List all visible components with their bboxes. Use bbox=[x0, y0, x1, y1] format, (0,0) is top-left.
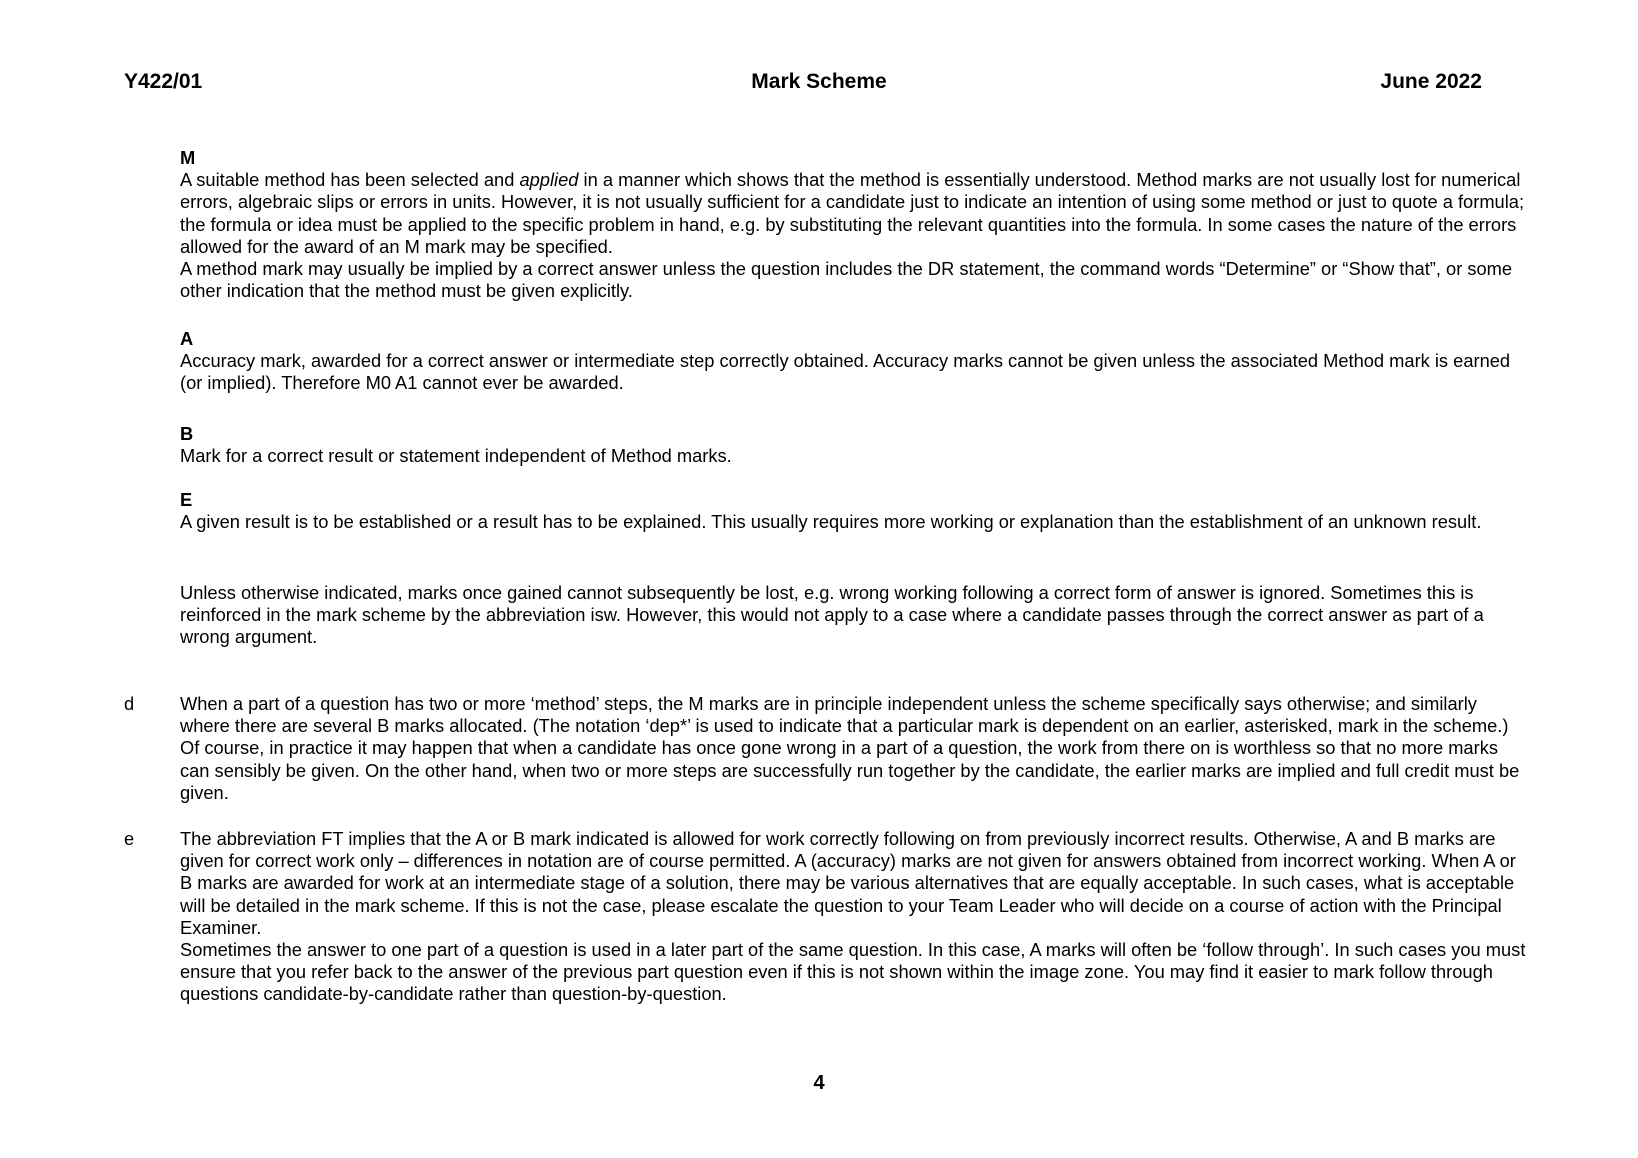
mark-type-m-text-b: in a manner which shows that the method is essentially understood. Method marks are not usually lost for numerical errors, algebraic slips or errors in units. However, it is not usually sufficient for a candidate just to indicate an intention of using some method or just to quote a formula; the formula or idea must be applied to the specific problem in hand, e.g. by substituting the relevant quantities into the formula. In some cases the nature of the errors allowed for the award of an M mark may be specified. bbox=[180, 169, 1525, 257]
mark-type-b-term: B bbox=[180, 423, 194, 444]
mark-type-b bbox=[180, 423, 1530, 467]
item-e-text-1: The abbreviation FT implies that the A or B mark indicated is allowed for work correctly following on from previously incorrect results. Otherwise, A and B marks are given for correct work only – differences in notation are of course permitted. A (accuracy) marks are not given for answers obtained from incorrect working. When A or B marks are awarded for work at an intermediate stage of a solution, there may be various alternatives that are equally acceptable. In such cases, what is acceptable will be detailed in the mark scheme. If this is not the case, please escalate the question to your Team Leader who will decide on a course of action with the Principal Examiner. bbox=[180, 828, 1516, 938]
item-d-letter: d bbox=[124, 693, 135, 714]
mark-type-e-term: E bbox=[180, 489, 193, 510]
mark-type-m-italic: applied bbox=[519, 169, 579, 191]
document-code: Y422/01 bbox=[124, 70, 203, 93]
mark-type-m-term: M bbox=[180, 147, 196, 168]
mark-type-e bbox=[180, 489, 1530, 533]
page-number: 4 bbox=[813, 1072, 825, 1094]
item-e-text-2: Sometimes the answer to one part of a question is used in a later part of the same question. In this case, A marks will often be ‘follow through’. In such cases you must ensure that you refer back to the answer of the previous part question even if this is not shown within the image zone. You may find it easier to mark follow through questions candidate-by-candidate rather than question-by-question. bbox=[180, 939, 1526, 1005]
item-d-text: When a part of a question has two or more ‘method’ steps, the M marks are in principle independent unless the scheme specifically says otherwise; and similarly where there are several B marks allocated. (The notation ‘dep*’ is used to indicate that a particular mark is dependent on an earlier, asterisked, mark in the scheme.) Of course, in practice it may happen that when a candidate has once gone wrong in a part of a question, the work from there on is worthless so that no more marks can sensibly be given. On the other hand, when two or more steps are successfully run together by the candidate, the earlier marks are implied and full credit must be given. bbox=[180, 693, 1520, 803]
item-e-letter: e bbox=[124, 828, 135, 849]
mark-type-a bbox=[180, 328, 1530, 395]
mark-type-m bbox=[180, 147, 1530, 302]
document-date: June 2022 bbox=[1380, 70, 1482, 93]
mark-type-e-description: A given result is to be established or a result has to be explained. This usually requires more working or explanation than the establishment of an unknown result. bbox=[180, 511, 1482, 533]
item-e bbox=[180, 828, 1530, 1006]
mark-type-m-description-2: A method mark may usually be implied by a correct answer unless the question includes the DR statement, the command words “Determine” or “Show that”, or some other indication that the method must be given explicitly. bbox=[180, 258, 1513, 302]
mark-type-b-description: Mark for a correct result or statement independent of Method marks. bbox=[180, 445, 732, 467]
unless-paragraph: Unless otherwise indicated, marks once gained cannot subsequently be lost, e.g. wrong working following a correct form of answer is ignored. Sometimes this is reinforced in the mark scheme by the abbreviation isw. However, this would not apply to a case where a candidate passes through the correct answer as part of a wrong argument. bbox=[180, 582, 1484, 648]
mark-type-a-description: Accuracy mark, awarded for a correct answer or intermediate step correctly obtained. Accuracy marks cannot be given unless the associated Method mark is earned (or implied). Therefore M0 A1 cannot ever be awarded. bbox=[180, 350, 1511, 394]
document-title: Mark Scheme bbox=[751, 70, 887, 93]
mark-type-m-text-a: A suitable method has been selected and bbox=[180, 169, 520, 191]
mark-type-a-term: A bbox=[180, 328, 194, 349]
mark-type-m-description bbox=[180, 169, 1530, 258]
